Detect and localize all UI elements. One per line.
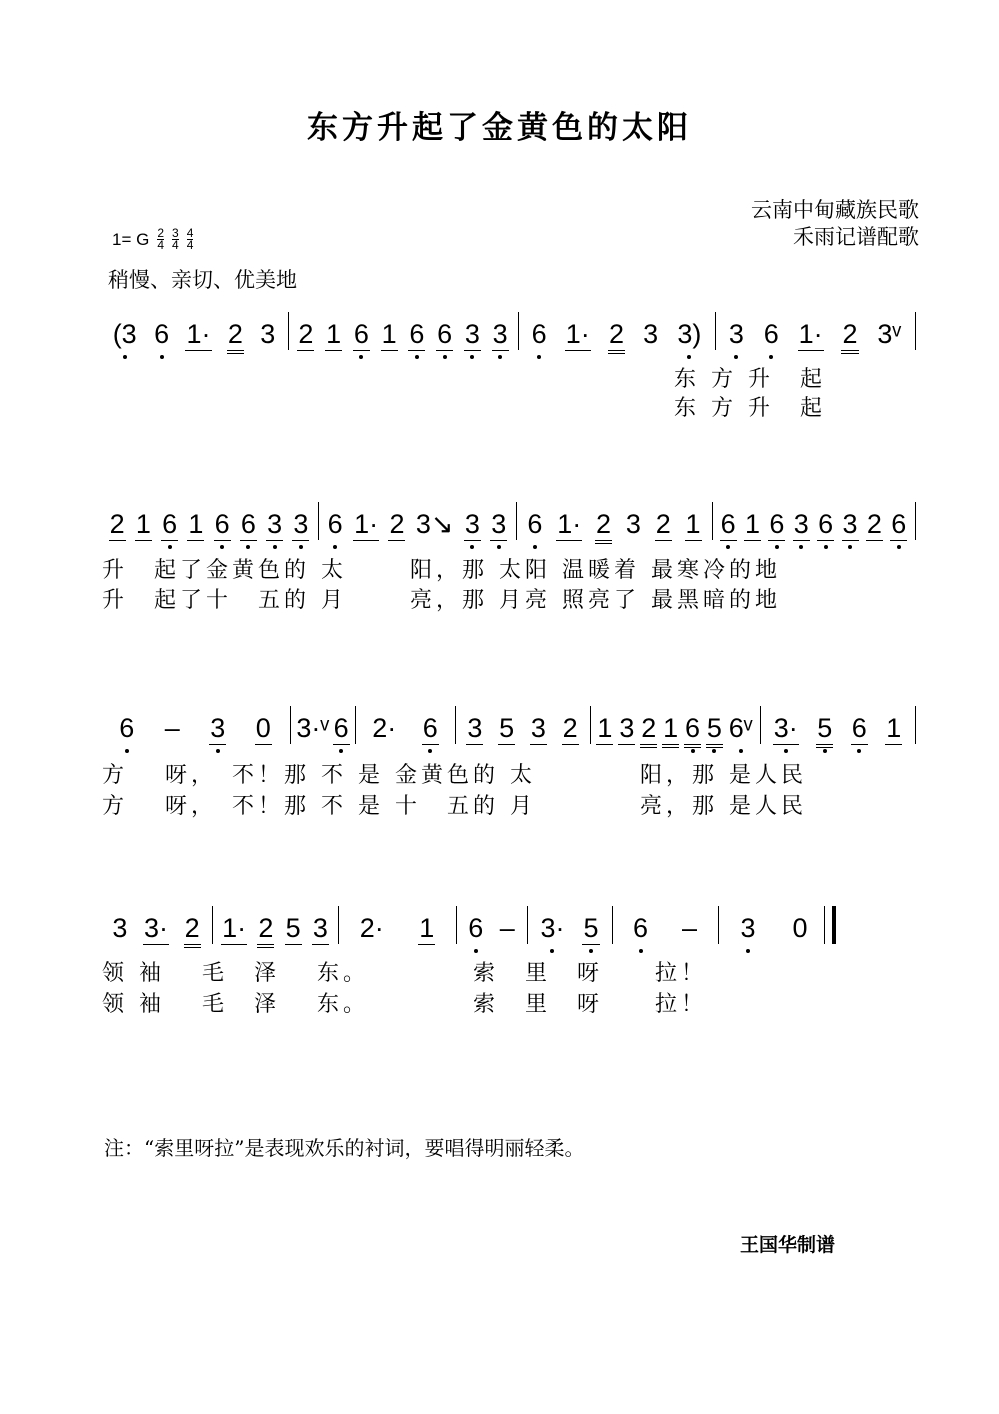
key-signature — [112, 228, 193, 251]
note: 6 — [851, 713, 867, 743]
note: 3· — [540, 913, 565, 943]
note: 1· — [557, 509, 582, 539]
measure — [719, 318, 911, 362]
barline — [455, 706, 456, 744]
lyric-verse-1: 升 起了金黄色的 太 阳，那 太阳 温暖着 最寒冷的地 — [102, 558, 781, 583]
measure — [342, 912, 452, 956]
note: 1 — [326, 319, 342, 349]
note: 6 — [333, 713, 349, 743]
note: 1· — [798, 319, 823, 349]
note: 3 — [793, 509, 809, 539]
note: 2 — [562, 713, 578, 743]
note: 0 — [792, 913, 808, 943]
note: 6 — [437, 319, 453, 349]
note: 3 — [112, 913, 128, 943]
note: 1 — [597, 713, 613, 743]
note: 2 — [866, 509, 882, 539]
note: 6 — [327, 509, 343, 539]
notes-row — [0, 712, 999, 756]
note: 3 — [625, 509, 641, 539]
note: 1 — [188, 509, 204, 539]
note: 3 — [293, 509, 309, 539]
note: 3 — [267, 509, 283, 539]
note: 5 — [583, 913, 599, 943]
note: 2 — [655, 509, 671, 539]
note: 6 — [818, 509, 834, 539]
measure — [531, 912, 608, 956]
barline — [338, 906, 339, 944]
barline — [915, 312, 916, 350]
note: 5 — [285, 913, 301, 943]
transcriber-credit: 王国华制谱 — [740, 1234, 836, 1256]
barline — [355, 706, 356, 744]
note: 1 — [886, 713, 902, 743]
note: 1 — [662, 712, 679, 748]
note: 6 — [891, 509, 907, 539]
note: 2· — [359, 913, 384, 943]
note: 3 — [312, 913, 328, 943]
note: 3 — [467, 713, 483, 743]
note: 3 — [530, 713, 546, 743]
note: 6 — [720, 509, 736, 539]
measure — [460, 912, 523, 956]
note: 2 — [184, 912, 201, 948]
barline — [288, 312, 289, 350]
note: 2 — [298, 319, 314, 349]
note: 3 — [492, 319, 508, 349]
barline — [712, 502, 713, 540]
note: 1 — [381, 319, 397, 349]
meter-3-4: $\frac{3}{4}$ — [172, 226, 179, 252]
note: 3 — [643, 319, 659, 349]
note: 6 — [422, 713, 438, 743]
lyric-verse-2: 领 袖 毛 泽 东。 索 里 呀 拉！ — [102, 992, 707, 1017]
note: 0 — [255, 713, 271, 743]
measure — [722, 912, 826, 956]
song-title: 东方升起了金黄色的太阳 — [307, 110, 692, 146]
measure — [459, 712, 586, 756]
barline — [715, 312, 716, 350]
note: 2 — [640, 712, 657, 748]
note: 3 — [464, 319, 480, 349]
note: 2 — [841, 318, 858, 354]
barline — [590, 706, 591, 744]
notes-row — [0, 318, 999, 362]
measure — [104, 508, 314, 552]
note: 2 — [227, 318, 244, 354]
barline — [518, 312, 519, 350]
measure — [359, 712, 451, 756]
note: 5 — [499, 713, 515, 743]
measure — [322, 508, 512, 552]
note: 3· — [773, 713, 798, 743]
note: 3 — [260, 319, 276, 349]
note: – — [164, 713, 180, 743]
note: 6 — [240, 509, 256, 539]
note: 6 — [531, 319, 547, 349]
credit-arranger: 禾雨记谱配歌 — [793, 225, 919, 249]
measure — [716, 508, 911, 552]
note: – — [681, 913, 698, 943]
lyric-verse-2: 东 方 升 起 — [102, 396, 826, 421]
note: 1· — [565, 319, 590, 349]
barline — [290, 706, 291, 744]
note: – — [499, 913, 515, 943]
barline — [456, 906, 457, 944]
lyric-verse-2: 升 起了十 五的 月 亮，那 月亮 照亮了 最黑暗的地 — [102, 588, 781, 613]
note: 5 — [816, 712, 833, 748]
note: 6 — [632, 913, 649, 943]
note: 1· — [222, 913, 247, 943]
barline — [612, 906, 613, 944]
note: 2 — [109, 509, 125, 539]
meter-4-4: $\frac{4}{4}$ — [186, 226, 194, 252]
note: 1 — [135, 509, 151, 539]
key-label: 1= G — [112, 229, 150, 249]
footnote: 注：“索里呀拉”是表现欢乐的衬词，要唱得明丽轻柔。 — [104, 1136, 585, 1160]
measure — [216, 912, 334, 956]
note: 5 — [706, 712, 723, 748]
note: 3 — [210, 713, 226, 743]
notes-row — [0, 912, 999, 956]
note: 1· — [186, 319, 211, 349]
note: 3 — [842, 509, 858, 539]
measure — [104, 318, 284, 362]
measure — [294, 712, 351, 756]
note: 2 — [389, 509, 405, 539]
note: 3 — [728, 319, 744, 349]
tempo-marking: 稍慢、亲切、优美地 — [108, 268, 297, 292]
note: 6 — [769, 509, 785, 539]
lyric-verse-1: 领 袖 毛 泽 东。 索 里 呀 拉！ — [102, 961, 707, 986]
measure — [520, 508, 708, 552]
barline — [915, 706, 916, 744]
lyric-verse-1: 方 呀， 不！那 不 是 金黄色的 太 阳，那 是人民 — [102, 763, 807, 788]
note: (3 — [112, 319, 137, 349]
note: 6 — [353, 319, 369, 349]
credit-origin: 云南中甸藏族民歌 — [751, 198, 919, 222]
note: 6 — [468, 913, 484, 943]
measure — [292, 318, 514, 362]
note: 2· — [372, 713, 397, 743]
barline — [718, 906, 719, 944]
note: 6ᵛ — [728, 713, 753, 743]
note: 6 — [214, 509, 230, 539]
note: 3 — [491, 509, 507, 539]
lyric-verse-1: 东 方 升 起 — [102, 367, 826, 392]
note: 3ᵛ — [877, 319, 902, 349]
note: 1 — [745, 509, 761, 539]
note: 6 — [154, 319, 170, 349]
note: 1· — [354, 509, 379, 539]
measure — [616, 912, 714, 956]
notes-row — [0, 508, 999, 552]
note: 3·ᵛ — [296, 713, 329, 743]
note: 6 — [684, 712, 701, 748]
note: 6 — [527, 509, 543, 539]
measure — [522, 318, 711, 362]
note: 3 — [619, 713, 635, 743]
lyric-verse-2: 方 呀， 不！那 不 是 十 五的 月 亮，那 是人民 — [102, 794, 807, 819]
barline — [760, 706, 761, 744]
measure — [104, 912, 208, 956]
note: 6 — [119, 713, 135, 743]
note: 2 — [257, 912, 274, 948]
note: 6 — [409, 319, 425, 349]
note: 6 — [162, 509, 178, 539]
barline — [824, 906, 825, 944]
note: 2 — [595, 508, 612, 544]
note: 3↘ — [415, 509, 454, 539]
barline — [915, 502, 916, 540]
barline — [527, 906, 528, 944]
note: 3· — [143, 913, 168, 943]
measure — [104, 712, 286, 756]
barline — [212, 906, 213, 944]
note: 3 — [740, 913, 756, 943]
barline — [832, 906, 836, 944]
note: 1 — [685, 509, 701, 539]
measure — [594, 712, 756, 756]
note: 3 — [464, 509, 480, 539]
measure — [764, 712, 911, 756]
note: 2 — [608, 318, 625, 354]
meter-2-4: $\frac{2}{4}$ — [157, 226, 165, 252]
note: 3) — [677, 319, 702, 349]
note: 6 — [763, 319, 779, 349]
note: 1 — [419, 913, 435, 943]
barline — [516, 502, 517, 540]
barline — [318, 502, 319, 540]
